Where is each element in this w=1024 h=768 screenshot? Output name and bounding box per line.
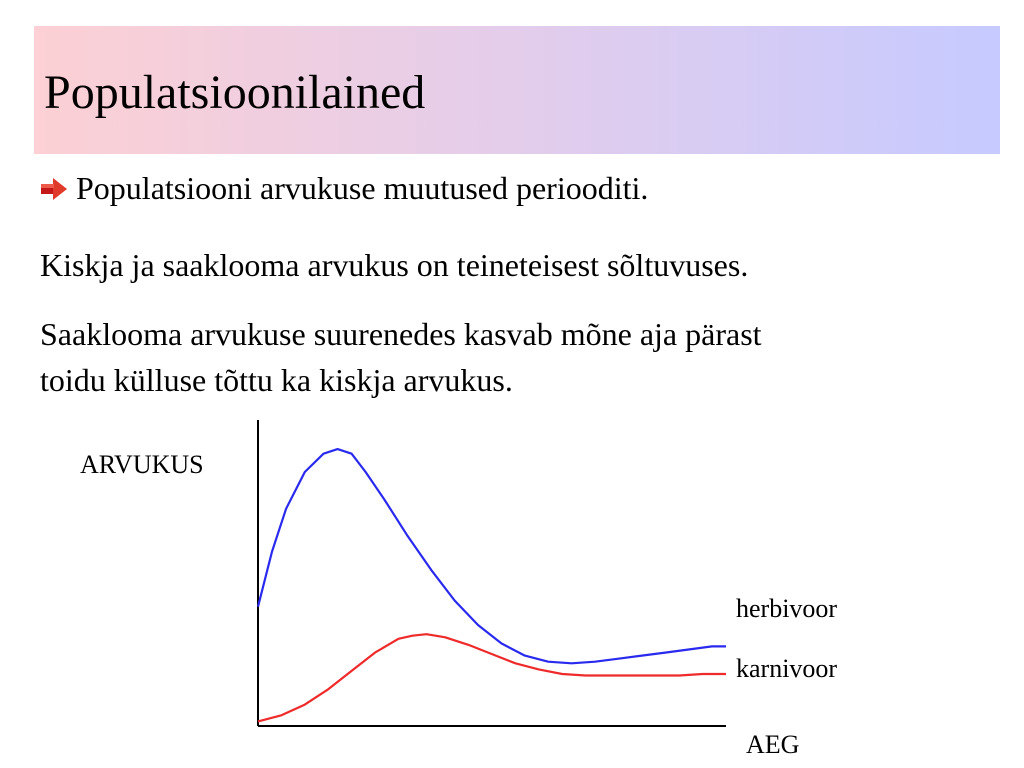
herbivore-line [258,449,726,663]
x-axis-label: AEG [746,730,800,759]
legend-karnivoor: karnivoor [736,654,838,683]
paragraph-dependency: Kiskja ja saaklooma arvukus on teineteisest sõltuvuses. [40,247,749,283]
bullet-text: Populatsiooni arvukuse muutused periooditi. [76,170,649,206]
paragraph-growth-line1: Saaklooma arvukuse suurenedes kasvab mõne aja pärast [40,316,762,352]
paragraph-growth-line2: toidu külluse tõttu ka kiskja arvukus. [40,362,513,398]
legend-herbivoor: herbivoor [736,594,838,623]
slide-title: Populatsioonilained [44,66,426,119]
y-axis-label: ARVUKUS [80,450,204,479]
carnivore-line [258,634,726,721]
